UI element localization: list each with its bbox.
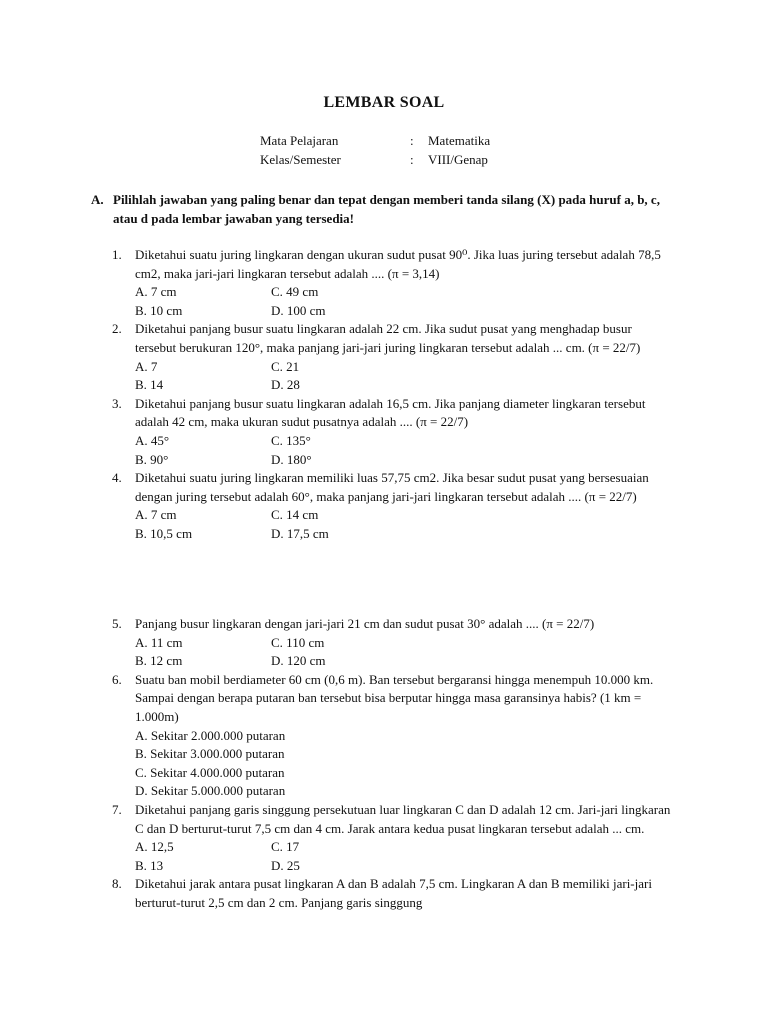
question-number: 2.	[112, 321, 122, 337]
question-number: 7.	[112, 801, 122, 817]
meta-colon: :	[410, 151, 414, 167]
question-number: 4.	[112, 470, 122, 486]
answer-option: A. 12,5	[135, 839, 174, 855]
subject-info	[260, 132, 560, 169]
meta-key: Kelas/Semester	[260, 151, 341, 167]
question-list-1	[112, 246, 672, 544]
answer-option: C. 135°	[271, 432, 311, 448]
meta-row-subject	[260, 132, 560, 151]
answer-option: A. 7	[135, 358, 158, 374]
answer-option: A. Sekitar 2.000.000 putaran	[135, 727, 286, 743]
question-text: Diketahui suatu juring lingkaran dengan ukuran sudut pusat 90⁰. Jika luas juring tersebut adalah 78,5 cm2, maka jari-jari lingkaran tersebut adalah .... (π = 3,14)	[135, 247, 661, 281]
answer-option: A. 11 cm	[135, 634, 183, 650]
question-number: 8.	[112, 876, 122, 892]
question-item	[112, 801, 672, 875]
instruction-text: Pilihlah jawaban yang paling benar dan tepat dengan memberi tanda silang (X) pada huruf a, b, c, atau d pada lembar jawaban yang tersedia!	[113, 192, 660, 226]
question-number: 1.	[112, 247, 122, 262]
section-instruction	[91, 191, 681, 228]
answer-option: D. 100 cm	[271, 302, 326, 318]
answer-options	[135, 283, 672, 320]
answer-options	[135, 634, 672, 671]
answer-options	[135, 727, 672, 801]
question-list-2	[112, 615, 672, 913]
answer-options	[135, 838, 672, 875]
question-number: 3.	[112, 395, 122, 411]
question-item	[112, 671, 672, 801]
answer-option: A. 7 cm	[135, 507, 177, 523]
question-number: 5.	[112, 616, 122, 631]
question-item	[112, 320, 672, 394]
question-text: Diketahui suatu juring lingkaran memiliki luas 57,75 cm2. Jika besar sudut pusat yang bersesuaian dengan juring tersebut adalah 60°, maka panjang jari-jari lingkaran tersebut adalah .... (π = 22/7)	[135, 470, 649, 504]
answer-option: C. 49 cm	[271, 284, 319, 300]
answer-option: B. 90°	[135, 451, 169, 467]
section-letter: A.	[91, 192, 104, 207]
answer-option: A. 7 cm	[135, 284, 177, 300]
answer-option: C. 14 cm	[271, 507, 319, 523]
answer-option: C. 21	[271, 358, 300, 374]
question-item	[112, 246, 672, 320]
answer-option: B. 10 cm	[135, 302, 183, 318]
answer-option: B. 13	[135, 857, 164, 873]
question-item	[112, 395, 672, 469]
question-item	[112, 615, 672, 671]
meta-key: Mata Pelajaran	[260, 133, 339, 148]
answer-options	[135, 506, 672, 543]
question-text: Panjang busur lingkaran dengan jari-jari 21 cm dan sudut pusat 30° adalah .... (π = 22/7)	[135, 616, 595, 631]
answer-option: B. 10,5 cm	[135, 525, 193, 541]
answer-option: D. 180°	[271, 451, 312, 467]
answer-option: B. 12 cm	[135, 653, 183, 669]
answer-option: D. 28	[271, 377, 300, 393]
question-text: Diketahui panjang busur suatu lingkaran adalah 16,5 cm. Jika panjang diameter lingkaran tersebut adalah 42 cm, maka ukuran sudut pusatnya adalah .... (π = 22/7)	[135, 395, 646, 430]
question-number: 6.	[112, 671, 122, 687]
page-title: LEMBAR SOAL	[323, 94, 445, 111]
answer-option: B. Sekitar 3.000.000 putaran	[135, 746, 285, 762]
answer-option: D. 25	[271, 857, 300, 873]
answer-option: D. Sekitar 5.000.000 putaran	[135, 783, 286, 799]
answer-options	[135, 358, 672, 395]
question-text: Diketahui jarak antara pusat lingkaran A dan B adalah 7,5 cm. Lingkaran A dan B memiliki jari-jari berturut-turut 2,5 cm dan 2 cm. Panjang garis singgung	[135, 876, 652, 910]
question-text: Suatu ban mobil berdiameter 60 cm (0,6 m). Ban tersebut bergaransi hingga menempuh 10.000 km. Sampai dengan berapa putaran ban tersebut bisa berputar hingga masa garansinya habis? (1 km = 1.000m)	[135, 671, 654, 724]
meta-colon: :	[410, 133, 414, 148]
meta-value: VIII/Genap	[428, 151, 488, 167]
answer-option: C. 110 cm	[271, 634, 325, 650]
question-item	[112, 469, 672, 543]
answer-option: C. Sekitar 4.000.000 putaran	[135, 764, 285, 780]
meta-row-class	[260, 151, 560, 170]
answer-option: C. 17	[271, 839, 300, 855]
meta-value: Matematika	[428, 133, 491, 148]
question-text: Diketahui panjang garis singgung persekutuan luar lingkaran C dan D adalah 12 cm. Jari-jari lingkaran C dan D berturut-turut 7,5 cm dan 4 cm. Jarak antara kedua pusat lingkaran tersebut adalah ... cm.	[135, 801, 671, 836]
answer-option: D. 17,5 cm	[271, 525, 329, 541]
answer-option: B. 14	[135, 377, 164, 393]
answer-option: A. 45°	[135, 432, 170, 448]
question-text: Diketahui panjang busur suatu lingkaran adalah 22 cm. Jika sudut pusat yang menghadap busur tersebut berukuran 120°, maka panjang jari-jari juring lingkaran tersebut adalah ... cm. (π = 22/7)	[135, 321, 641, 355]
question-item	[112, 875, 672, 912]
answer-options	[135, 432, 672, 469]
answer-option: D. 120 cm	[271, 653, 326, 669]
